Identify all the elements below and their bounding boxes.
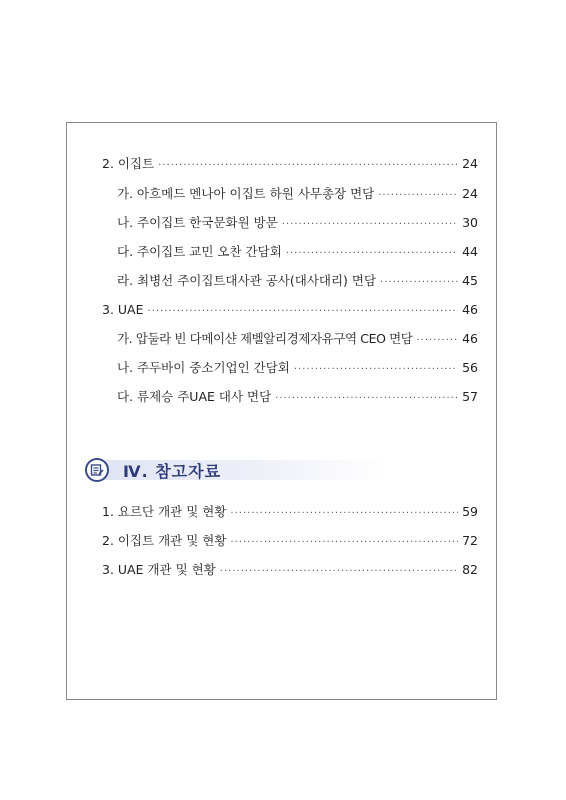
toc-entry-page: 46 xyxy=(462,302,478,317)
toc-entry-label: 3. UAE xyxy=(102,302,144,317)
toc-entry-page: 82 xyxy=(462,562,478,577)
toc-leader-dots xyxy=(282,217,458,233)
toc-leader-dots xyxy=(286,246,458,262)
toc-entry-page: 45 xyxy=(462,273,478,288)
toc-leader-dots xyxy=(230,535,458,551)
toc-entry-label: 나. 주두바이 중소기업인 간담회 xyxy=(117,360,290,375)
toc-leader-dots xyxy=(220,564,458,580)
toc-entry-label: 3. UAE 개관 및 현황 xyxy=(102,562,216,577)
toc-entry-label: 2. 이집트 xyxy=(102,156,155,171)
toc-entry-page: 46 xyxy=(462,331,478,346)
toc-entry[interactable] xyxy=(102,504,478,522)
toc-entry[interactable] xyxy=(102,533,478,551)
toc-entry-page: 30 xyxy=(462,215,478,230)
toc-entry-label: 나. 주이집트 한국문화원 방문 xyxy=(117,215,278,230)
toc-entry[interactable] xyxy=(117,186,478,204)
toc-entry-label: 가. 압둘라 빈 다메이샨 제벨알리경제자유구역 CEO 면담 xyxy=(117,331,413,346)
toc-leader-dots xyxy=(230,506,458,522)
toc-entry-page: 44 xyxy=(462,244,478,259)
toc-entry-page: 24 xyxy=(462,156,478,171)
toc-entry[interactable] xyxy=(117,331,478,349)
toc-leader-dots xyxy=(294,362,458,378)
toc-entry-label: 라. 최병선 주이집트대사관 공사(대사대리) 면담 xyxy=(117,273,377,288)
toc-entry[interactable] xyxy=(117,273,478,291)
toc-leader-dots xyxy=(378,188,458,204)
toc-entry-label: 2. 이집트 개관 및 현황 xyxy=(102,533,227,548)
toc-entry-label: 1. 요르단 개관 및 현황 xyxy=(102,504,227,519)
toc-entry[interactable] xyxy=(117,215,478,233)
toc-entry[interactable] xyxy=(102,156,478,174)
toc-leader-dots xyxy=(380,275,458,291)
toc-leader-dots xyxy=(148,304,459,320)
toc-entry-page: 72 xyxy=(462,533,478,548)
toc-entry[interactable] xyxy=(117,389,478,407)
toc-entry-page: 24 xyxy=(462,186,478,201)
toc-entry-page: 57 xyxy=(462,389,478,404)
toc-entry[interactable] xyxy=(102,562,478,580)
toc-leader-dots xyxy=(158,158,458,174)
toc-entry-page: 59 xyxy=(462,504,478,519)
toc-entry-label: 다. 류제승 주UAE 대사 면담 xyxy=(117,389,272,404)
toc-entry-page: 56 xyxy=(462,360,478,375)
toc-entry[interactable] xyxy=(102,302,478,320)
section-title: Ⅳ. 참고자료 xyxy=(123,461,222,481)
toc-leader-dots xyxy=(416,333,458,349)
toc-leader-dots xyxy=(275,391,458,407)
toc-entry-label: 가. 아흐메드 멘나아 이집트 하원 사무총장 면담 xyxy=(117,186,375,201)
toc-entry[interactable] xyxy=(117,244,478,262)
toc-entry[interactable] xyxy=(117,360,478,378)
section-header xyxy=(85,457,385,483)
document-list-icon xyxy=(85,458,109,482)
page-frame xyxy=(66,122,497,700)
toc-entry-label: 다. 주이집트 교민 오찬 간담회 xyxy=(117,244,282,259)
